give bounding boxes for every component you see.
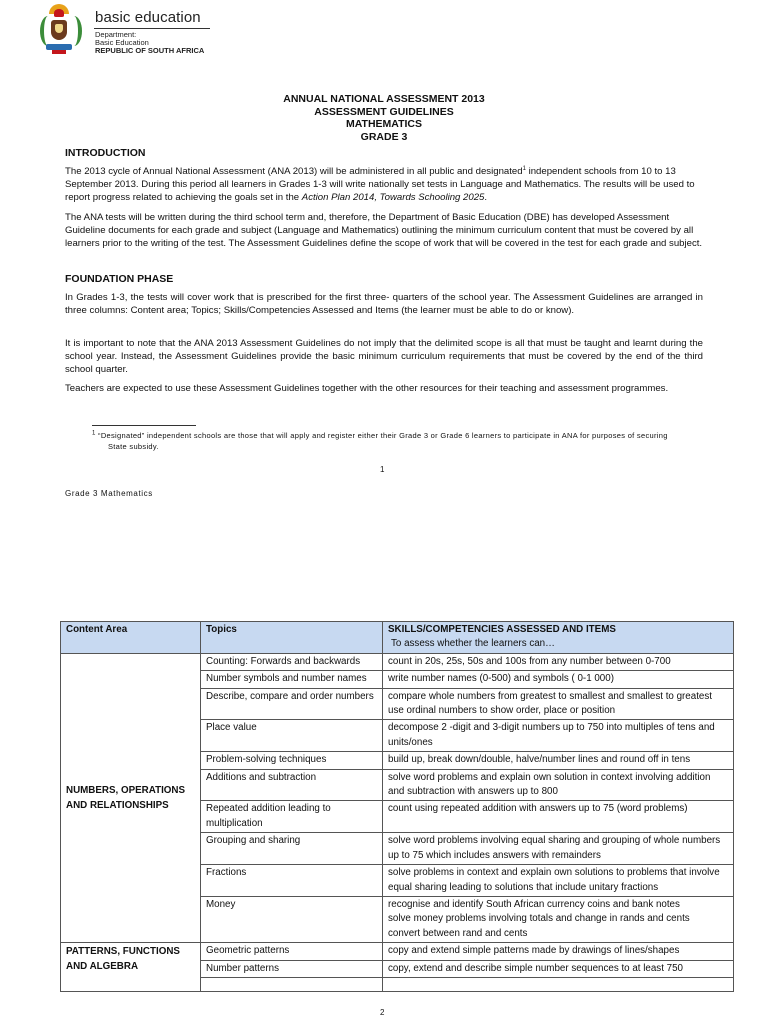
topic-cell: Grouping and sharing [201,833,383,865]
topic-cell: Counting: Forwards and backwards [201,653,383,670]
header-topics: Topics [201,622,383,654]
skill-cell: compare whole numbers from greatest to smallest and smallest to greatest use ordinal numbers to show order, place or position [383,688,734,720]
table-row [61,653,734,670]
introduction-paragraph-2: The ANA tests will be written during the third school term and, therefore, the Department of Basic Education (DBE) has developed Assessment Guideline documents for each grade and subject (Language and Mathematics) outlining the minimum curriculum content that must be covered by all learners prior to the writing of the test. The Assessment Guidelines define the scope of work that will be covered in the test for each grade and subject. [65,212,703,250]
empty-cell [201,977,383,991]
skill-cell: solve word problems and explain own solution in context involving addition and subtraction with answers up to 800 [383,769,734,801]
skill-cell: count using repeated addition with answers up to 75 (word problems) [383,801,734,833]
foundation-paragraph-3: Teachers are expected to use these Assessment Guidelines together with the other resources for their teaching and assessment programmes. [65,383,669,394]
content-area-cell: NUMBERS, OPERATIONS AND RELATIONSHIPS [61,653,201,942]
table-header-row [61,622,734,654]
foundation-paragraph-2: It is important to note that the ANA 2013 Assessment Guidelines do not imply that the delimited scope is all that must be taught and learnt during the school year. Instead, the Assessment Guidelines provide the basic minimum curriculum requirements that must be covered by the end of the third school quarter. [65,338,703,376]
foundation-phase-heading: FOUNDATION PHASE [65,273,174,285]
skill-cell: solve word problems involving equal sharing and grouping of whole numbers up to 75 which includes answers with remainders [383,833,734,865]
page-number: 2 [380,1008,385,1017]
topic-cell: Problem-solving techniques [201,752,383,769]
topic-cell: Number symbols and number names [201,671,383,688]
content-area-cell: PATTERNS, FUNCTIONS AND ALGEBRA [61,943,201,992]
foundation-paragraph-1: In Grades 1-3, the tests will cover work that is prescribed for the first three- quarters of the school year. The Assessment Guidelines are arranged in three columns: Content area; Topics; Skills/Competencies Assessed and Items (the learner must be able to do or know). [65,292,703,317]
page-number: 1 [380,465,385,474]
skill-cell: write number names (0-500) and symbols ( 0-1 000) [383,671,734,688]
skill-cell: copy and extend simple patterns made by drawings of lines/shapes [383,943,734,960]
department-name: Department: Basic Education REPUBLIC OF SOUTH AFRICA [95,30,205,55]
skill-cell: recognise and identify South African currency coins and bank notes solve money problems involving totals and change in rands and cents convert between rand and cents [383,896,734,942]
skill-cell: decompose 2 -digit and 3-digit numbers up to 750 into multiples of tens and units/ones [383,720,734,752]
introduction-heading: INTRODUCTION [65,147,146,159]
topic-cell: Fractions [201,865,383,897]
table-row [61,943,734,960]
empty-cell [383,977,734,991]
assessment-table [60,621,734,992]
topic-cell: Place value [201,720,383,752]
skill-cell: build up, break down/double, halve/number lines and round off in tens [383,752,734,769]
footnote: $^1$ “Designated” independent schools are those that will apply and register either their Grade 3 or Grade 6 learners to participate in ANA for purposes of securing State subsidy. [92,430,668,451]
coat-of-arms-icon [38,4,80,56]
footnote-rule [92,425,196,426]
topic-cell: Describe, compare and order numbers [201,688,383,720]
introduction-paragraph-1: The 2013 cycle of Annual National Assessment (ANA 2013) will be administered in all public and designated$^1$ independent schools from 10 to 13 September 2013. During this period all learners in Grades 1-3 will write nationally set tests in Language and Mathematics. The results will be used to report progress related to achieving the goals set in the Action Plan 2014, Towards Schooling 2025. [65,165,695,204]
skill-cell: copy, extend and describe simple number sequences to at least 750 [383,960,734,977]
department-logo [38,4,228,58]
header-content-area: Content Area [61,622,201,654]
topic-cell: Number patterns [201,960,383,977]
topic-cell: Money [201,896,383,942]
footer-label: Grade 3 Mathematics [65,489,153,498]
topic-cell: Geometric patterns [201,943,383,960]
document-title: ANNUAL NATIONAL ASSESSMENT 2013 ASSESSMENT GUIDELINES MATHEMATICS GRADE 3 [283,93,485,143]
brand-name: basic education [95,9,201,26]
skill-cell: solve problems in context and explain own solutions to problems that involve equal sharing leading to solutions that include unitary fractions [383,865,734,897]
topic-cell: Repeated addition leading to multiplication [201,801,383,833]
skill-cell: count in 20s, 25s, 50s and 100s from any number between 0-700 [383,653,734,670]
topic-cell: Additions and subtraction [201,769,383,801]
header-skills: SKILLS/COMPETENCIES ASSESSED AND ITEMS To assess whether the learners can… [383,622,734,654]
